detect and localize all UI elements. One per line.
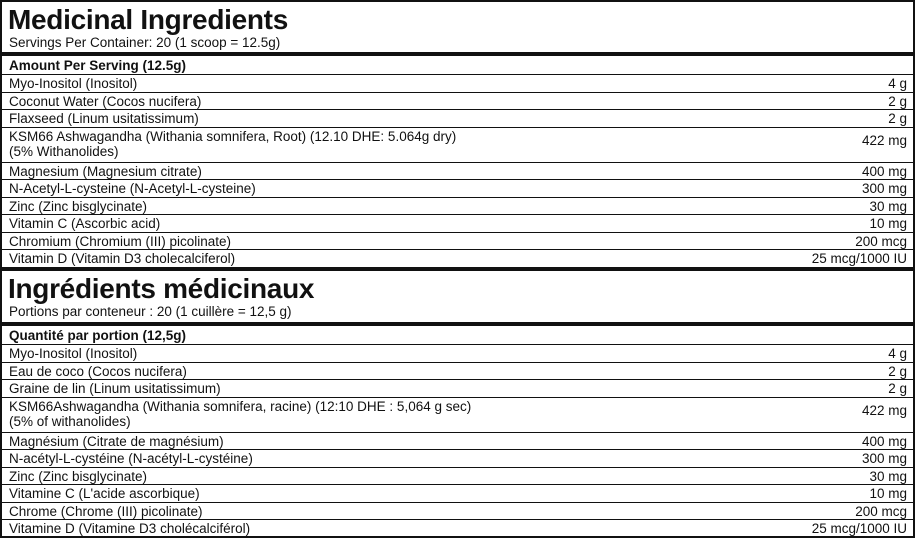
ingredient-amount: 422 mg: [861, 132, 907, 148]
ingredient-row: [2, 484, 913, 502]
ingredient-row: [2, 127, 913, 162]
ingredient-name-line-1: KSM66 Ashwagandha (Withania somnifera, Root) (12.10 DHE: 5.064g dry): [9, 128, 457, 144]
ingredient-name-line-1: KSM66Ashwagandha (Withania somnifera, racine) (12:10 DHE : 5,064 g sec): [9, 398, 472, 414]
ingredient-row: [2, 432, 913, 450]
ingredient-name: [9, 399, 769, 430]
ingredient-name: N-acétyl-L-cystéine (N-acétyl-L-cystéine): [9, 451, 253, 466]
ingredient-row: [2, 397, 913, 432]
ingredient-amount: 200 mcg: [855, 503, 907, 519]
ingredient-row: [2, 232, 913, 250]
amount-header: Amount Per Serving (12.5g): [9, 58, 187, 73]
ingredient-amount: 400 mg: [861, 433, 907, 449]
servings-line: Portions par conteneur : 20 (1 cuillère = 12,5 g): [9, 304, 292, 319]
ingredient-row: [2, 249, 913, 267]
ingredient-row: [2, 179, 913, 197]
ingredient-row: [2, 197, 913, 215]
servings-line: Servings Per Container: 20 (1 scoop = 12.5g): [9, 35, 281, 50]
ingredient-name: Vitamin D (Vitamin D3 cholecalciferol): [9, 251, 236, 266]
thick-divider: [2, 267, 913, 271]
ingredient-row: [2, 344, 913, 362]
ingredient-row: [2, 502, 913, 520]
ingredient-amount: 10 mg: [869, 216, 907, 231]
ingredient-name: Magnesium (Magnesium citrate): [9, 163, 202, 179]
ingredient-amount: 10 mg: [869, 486, 907, 501]
ingredient-row: [2, 362, 913, 380]
ingredient-name: Zinc (Zinc bisglycinate): [9, 198, 148, 214]
ingredient-amount: 4 g: [888, 76, 907, 91]
ingredient-name: Chromium (Chromium (III) picolinate): [9, 233, 232, 249]
ingredient-name: Myo-Inositol (Inositol): [9, 76, 138, 91]
ingredient-name: N-Acetyl-L-cysteine (N-Acetyl-L-cysteine): [9, 181, 256, 196]
ingredient-name: Chrome (Chrome (III) picolinate): [9, 503, 203, 519]
thick-divider: [2, 322, 913, 326]
ingredient-name: Vitamin C (Ascorbic acid): [9, 216, 161, 231]
ingredient-row: [2, 214, 913, 232]
ingredient-amount: 25 mcg/1000 IU: [811, 521, 907, 536]
ingredient-name-line-2: (5% Withanolides): [9, 144, 119, 159]
ingredient-amount: 4 g: [888, 346, 907, 361]
ingredient-row: [2, 379, 913, 397]
ingredient-name: Zinc (Zinc bisglycinate): [9, 468, 148, 484]
ingredient-amount: 2 g: [888, 111, 907, 126]
ingredient-amount: 200 mcg: [855, 233, 907, 249]
ingredient-name: Graine de lin (Linum usitatissimum): [9, 381, 221, 396]
ingredient-amount: 30 mg: [869, 468, 907, 484]
ingredient-name: Flaxseed (Linum usitatissimum): [9, 111, 199, 126]
ingredient-amount: 300 mg: [861, 451, 907, 466]
ingredient-name: Magnésium (Citrate de magnésium): [9, 433, 224, 449]
ingredient-name: Eau de coco (Cocos nucifera): [9, 363, 187, 379]
section-title: Ingrédients médicinaux: [8, 273, 315, 304]
ingredient-row: [2, 449, 913, 467]
ingredient-amount: 30 mg: [869, 198, 907, 214]
ingredient-name-line-2: (5% of withanolides): [9, 414, 131, 429]
thick-divider: [2, 52, 913, 56]
ingredient-list: [2, 344, 913, 537]
ingredient-row: [2, 92, 913, 110]
ingredient-row: [2, 109, 913, 127]
ingredient-amount: 25 mcg/1000 IU: [811, 251, 907, 266]
ingredient-row: [2, 74, 913, 92]
ingredient-list: [2, 74, 913, 267]
ingredient-name: Vitamine D (Vitamine D3 cholécalciférol): [9, 521, 251, 536]
ingredient-amount: 400 mg: [861, 163, 907, 179]
amount-header: Quantité par portion (12,5g): [9, 328, 187, 343]
ingredient-amount: 2 g: [888, 93, 907, 109]
section-title: Medicinal Ingredients: [8, 4, 288, 35]
ingredient-amount: 2 g: [888, 363, 907, 379]
ingredient-name: Coconut Water (Cocos nucifera): [9, 93, 202, 109]
ingredient-name: Myo-Inositol (Inositol): [9, 346, 138, 361]
ingredient-row: [2, 519, 913, 537]
ingredient-amount: 422 mg: [861, 402, 907, 418]
ingredient-row: [2, 162, 913, 180]
ingredient-amount: 300 mg: [861, 181, 907, 196]
ingredient-name: Vitamine C (L'acide ascorbique): [9, 486, 200, 501]
ingredient-name: [9, 129, 769, 160]
ingredient-amount: 2 g: [888, 381, 907, 396]
ingredient-row: [2, 467, 913, 485]
